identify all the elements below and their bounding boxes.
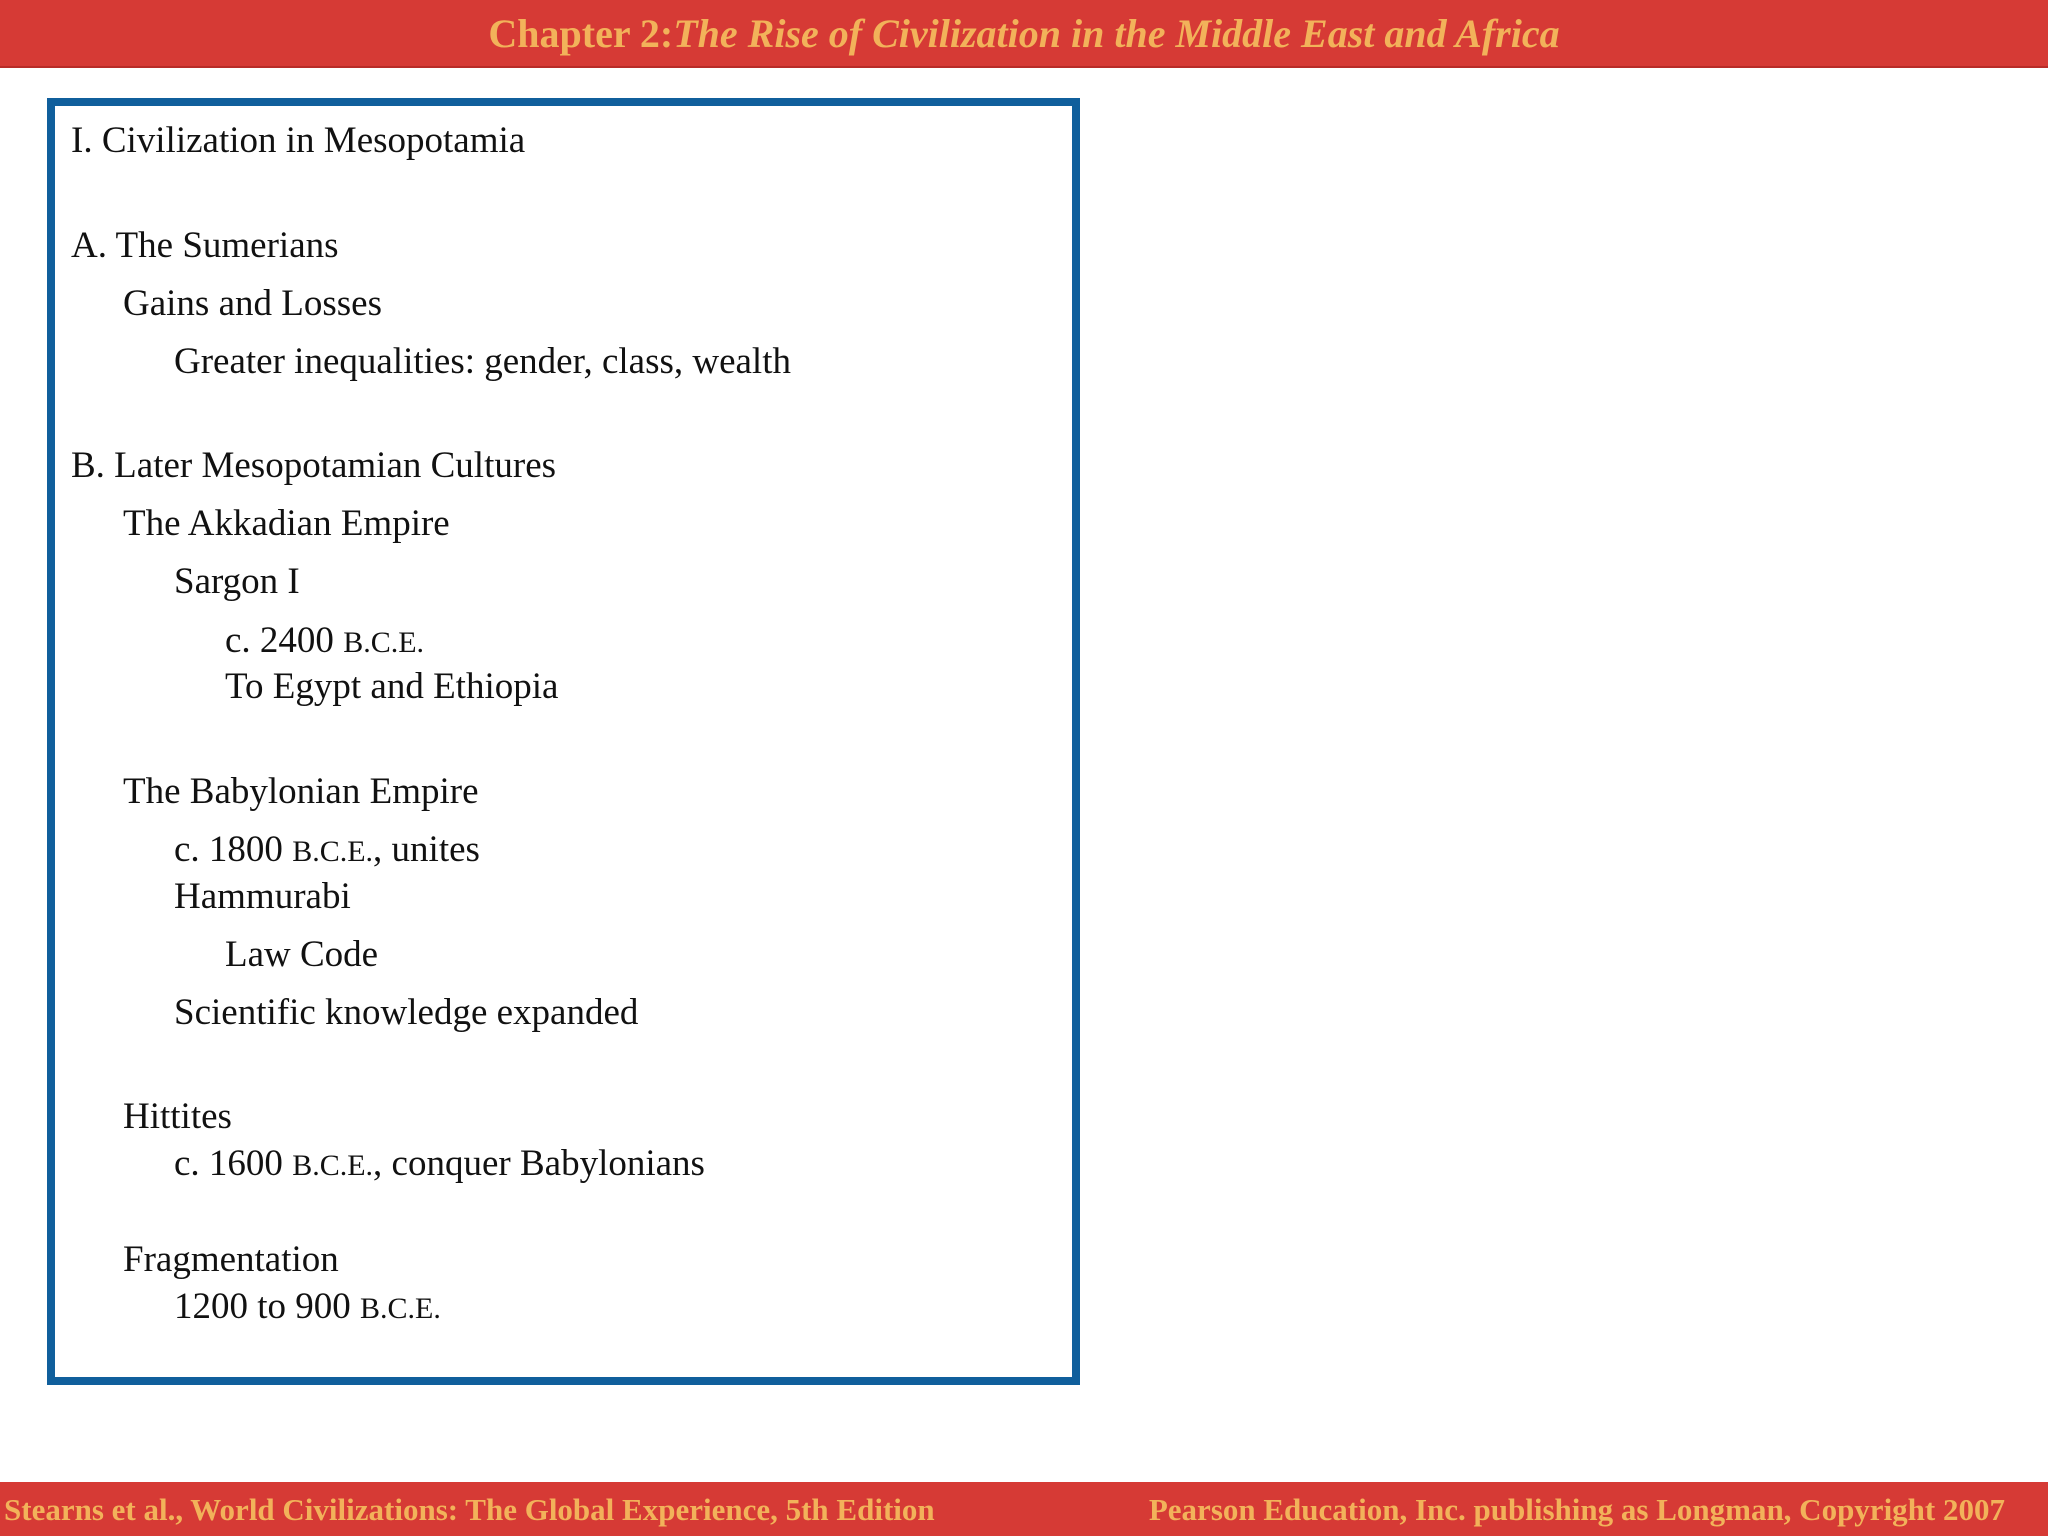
outline-item-hittites: Hittites [123,1096,232,1137]
outline-item-inequalities: Greater inequalities: gender, class, wealth [174,341,791,382]
outline-item-hittites-date [174,1145,705,1182]
footer-citation: Stearns et al., World Civilizations: The Global Experience, 5th Edition [4,1492,935,1527]
era-text: B.C.E. [292,1149,374,1182]
outline-item-babylonian-date [174,831,480,868]
outline-item-scientific: Scientific knowledge expanded [174,992,639,1033]
subsection-sumerians: A. The Sumerians [71,225,339,266]
footer-bar [0,1482,2048,1536]
footer-copyright: Pearson Education, Inc. publishing as Longman, Copyright 2007 [1148,1492,2005,1527]
date-suffix: , conquer Babylonians [373,1143,705,1184]
outline-item-babylonian: The Babylonian Empire [123,771,479,812]
subsection-later-cultures: B. Later Mesopotamian Cultures [71,445,557,486]
date-text: c. 2400 [225,620,344,661]
outline-item-fragmentation: Fragmentation [123,1239,339,1280]
era-text: B.C.E. [292,835,374,868]
outline-item-sargon: Sargon I [174,561,300,602]
era-text: B.C.E. [343,626,425,659]
date-suffix: , unites [373,829,480,870]
era-text: B.C.E. [360,1292,441,1325]
chapter-label: Chapter 2: [488,10,674,56]
outline-item-akkadian: The Akkadian Empire [123,503,450,544]
date-text: 1200 to 900 [174,1286,361,1327]
outline-item-gains-losses: Gains and Losses [123,283,382,324]
date-text: c. 1800 [174,829,293,870]
outline-item-akkadian-date [225,622,424,659]
chapter-header [0,0,2048,68]
chapter-title: The Rise of Civilization in the Middle East and Africa [673,10,1560,56]
date-text: c. 1600 [174,1143,293,1184]
outline-item-akkadian-reach: To Egypt and Ethiopia [225,666,559,707]
outline-item-law-code: Law Code [225,934,379,975]
outline-item-hammurabi: Hammurabi [174,876,351,917]
outline-item-fragmentation-date [174,1288,441,1325]
section-heading-mesopotamia: I. Civilization in Mesopotamia [71,120,526,161]
